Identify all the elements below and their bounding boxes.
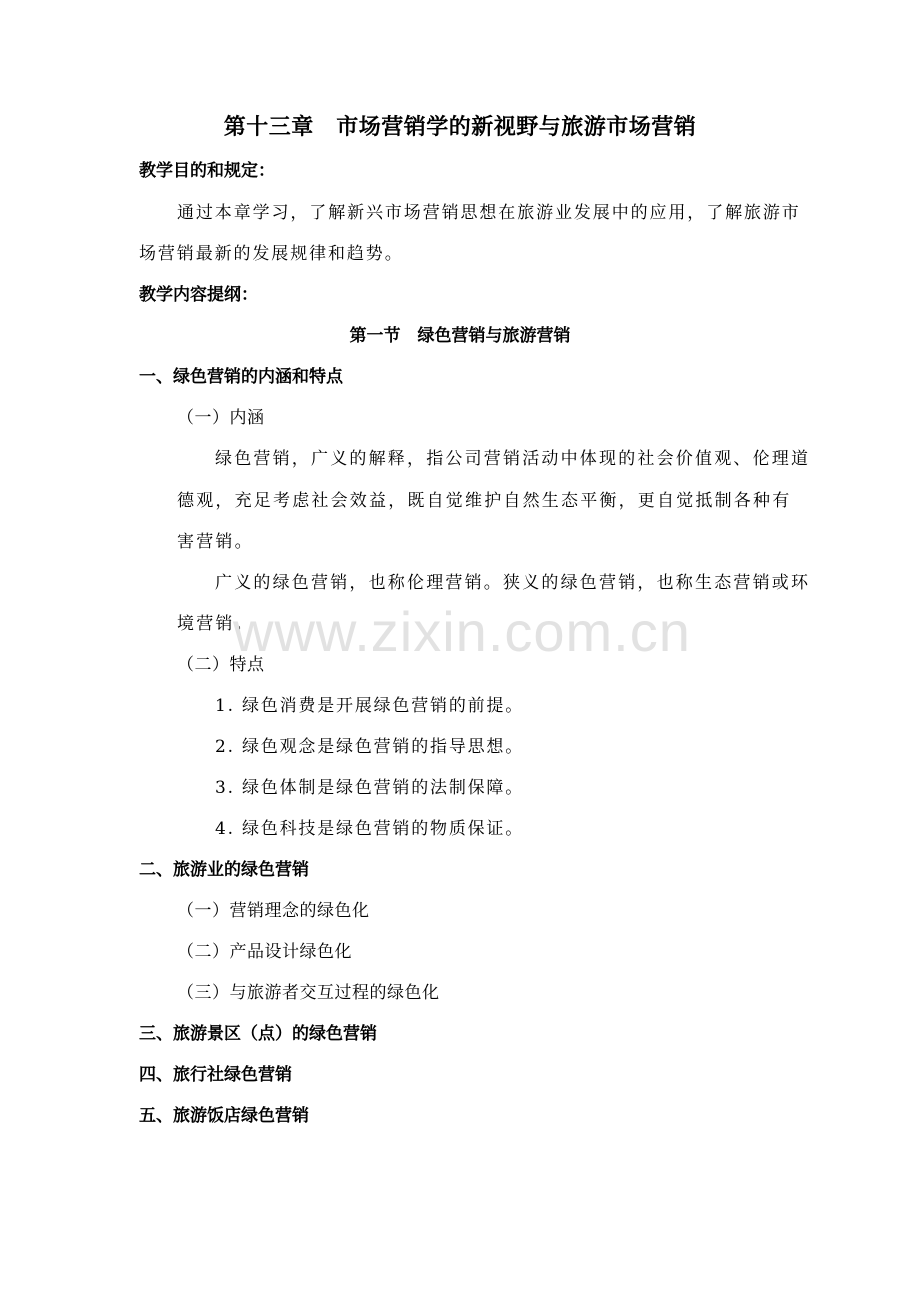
part-2-heading: 二、旅游业的绿色营销 [139, 860, 309, 880]
part-1-subheading-1: （一）内涵 [177, 408, 265, 428]
watermark: www.zixin.com.cn [233, 600, 691, 663]
objectives-text-line-1: 通过本章学习，了解新兴市场营销思想在旅游业发展中的应用，了解旅游市 [177, 203, 801, 223]
part-2-subheading-3: （三）与旅游者交互过程的绿色化 [177, 983, 440, 1003]
outline-heading: 教学内容提纲： [139, 285, 258, 305]
part-1-heading: 一、绿色营销的内涵和特点 [139, 367, 343, 387]
part-1-subheading-2: （二）特点 [177, 655, 265, 675]
part-5-heading: 五、旅游饭店绿色营销 [139, 1106, 309, 1126]
paragraph-2-line-1: 广义的绿色营销，也称伦理营销。狭义的绿色营销，也称生态营销或环 [215, 573, 811, 593]
paragraph-1-line-3: 害营销。 [177, 532, 254, 552]
feature-item-4: 4. 绿色科技是绿色营销的物质保证。 [215, 819, 525, 839]
part-2-subheading-1: （一）营销理念的绿色化 [177, 901, 370, 921]
part-4-heading: 四、旅行社绿色营销 [139, 1065, 292, 1085]
feature-item-2: 2. 绿色观念是绿色营销的指导思想。 [215, 737, 525, 757]
part-3-heading: 三、旅游景区（点）的绿色营销 [139, 1024, 377, 1044]
paragraph-2-line-2: 境营销。 [177, 614, 254, 634]
paragraph-1-line-2: 德观，充足考虑社会效益，既自觉维护自然生态平衡，更自觉抵制各种有 [177, 491, 792, 511]
feature-item-3: 3. 绿色体制是绿色营销的法制保障。 [215, 778, 525, 798]
part-2-subheading-2: （二）产品设计绿色化 [177, 942, 352, 962]
objectives-text-line-2: 场营销最新的发展规律和趋势。 [139, 244, 404, 264]
chapter-title: 第十三章 市场营销学的新视野与旅游市场营销 [223, 114, 697, 140]
section-title: 第一节 绿色营销与旅游营销 [349, 326, 571, 346]
paragraph-1-line-1: 绿色营销，广义的解释，指公司营销活动中体现的社会价值观、伦理道 [215, 449, 811, 469]
objectives-heading: 教学目的和规定： [139, 161, 275, 181]
feature-item-1: 1. 绿色消费是开展绿色营销的前提。 [215, 696, 525, 716]
